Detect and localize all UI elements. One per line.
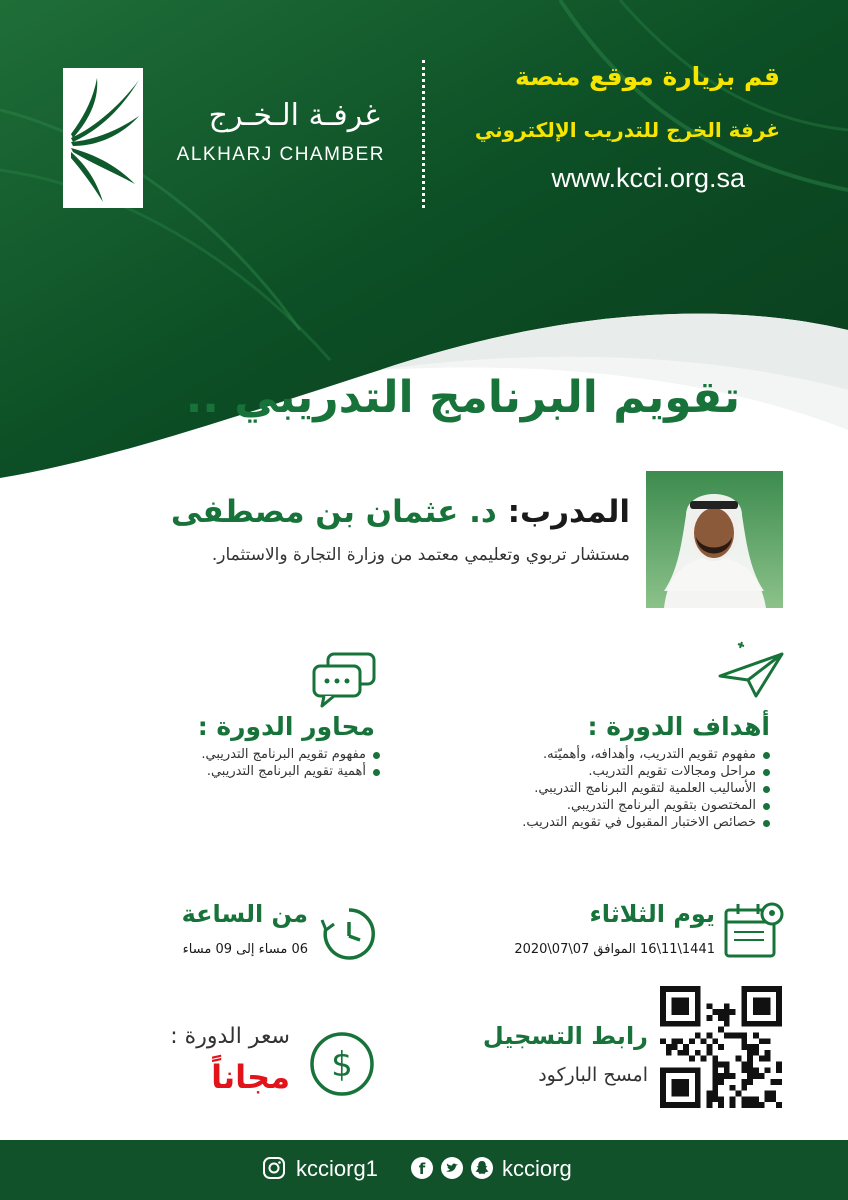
clock-icon — [318, 904, 380, 964]
paper-plane-icon — [716, 640, 786, 700]
social-handle-right[interactable]: kcciorg — [502, 1156, 572, 1181]
list-item: خصائص الاختبار المقبول في تقويم التدريب. — [440, 814, 770, 831]
svg-text:f: f — [418, 1160, 426, 1178]
chat-bubbles-icon — [310, 650, 378, 710]
trainer-portrait-icon — [646, 471, 783, 608]
logo-emblem — [63, 68, 143, 208]
topics-title: محاور الدورة : — [197, 712, 375, 741]
visit-heading: قم بزيارة موقع منصة — [514, 62, 780, 91]
website-link[interactable]: www.kcci.org.sa — [551, 163, 745, 193]
date-text: 1441\11\16 الموافق 07\07\2020 — [514, 942, 715, 957]
trainer-label: المدرب: — [507, 494, 630, 530]
day-title: يوم الثلاثاء — [589, 900, 715, 928]
instagram-icon[interactable] — [262, 1156, 286, 1180]
scan-barcode-text: امسح الباركود — [538, 1064, 648, 1086]
calendar-icon — [722, 900, 786, 960]
price-label: سعر الدورة : — [170, 1024, 290, 1049]
snapchat-icon[interactable] — [470, 1156, 494, 1180]
header-divider — [422, 60, 425, 208]
time-range: 06 مساء إلى 09 مساء — [182, 942, 308, 957]
dollar-coin-icon — [308, 1030, 376, 1098]
list-item: الأساليب العلمية لتقويم البرنامج التدريبي. — [440, 780, 770, 797]
visit-subheading: غرفة الخرج للتدريب الإلكتروني — [474, 118, 780, 142]
list-item: مفهوم تقويم البرنامج التدريبي. — [90, 746, 380, 763]
list-item: مفهوم تقويم التدريب، وأهدافه، وأهميّته. — [440, 746, 770, 763]
price-value: مجاناً — [211, 1058, 290, 1096]
qr-code[interactable] — [660, 986, 782, 1108]
topics-list — [90, 746, 380, 780]
logo-arabic-text: غرفـة الـخـرج — [208, 98, 380, 133]
time-title: من الساعة — [181, 900, 308, 928]
goals-list — [440, 746, 770, 831]
trainer-bio: مستشار تربوي وتعليمي معتمد من وزارة التجارة والاستثمار. — [211, 545, 630, 565]
logo-english-text: ALKHARJ CHAMBER — [176, 144, 385, 165]
twitter-icon[interactable] — [440, 1156, 464, 1180]
list-item: مراحل ومجالات تقويم التدريب. — [440, 763, 770, 780]
social-handle-left[interactable]: kcciorg1 — [296, 1156, 378, 1181]
list-item: أهمية تقويم البرنامج التدريبي. — [90, 763, 380, 780]
registration-title: رابط التسجيل — [482, 1022, 648, 1050]
list-item: المختصون بتقويم البرنامج التدريبي. — [440, 797, 770, 814]
palm-leaf-icon — [63, 68, 143, 208]
svg-text:$: $ — [331, 1045, 353, 1085]
course-title: تقويم البرنامج التدريبي .. — [185, 372, 740, 423]
facebook-icon[interactable] — [410, 1156, 434, 1180]
goals-title: أهداف الدورة : — [587, 712, 770, 741]
trainer-name — [130, 494, 630, 530]
trainer-name-value: د. عثمان بن مصطفى — [170, 494, 497, 530]
trainer-photo — [646, 471, 783, 608]
